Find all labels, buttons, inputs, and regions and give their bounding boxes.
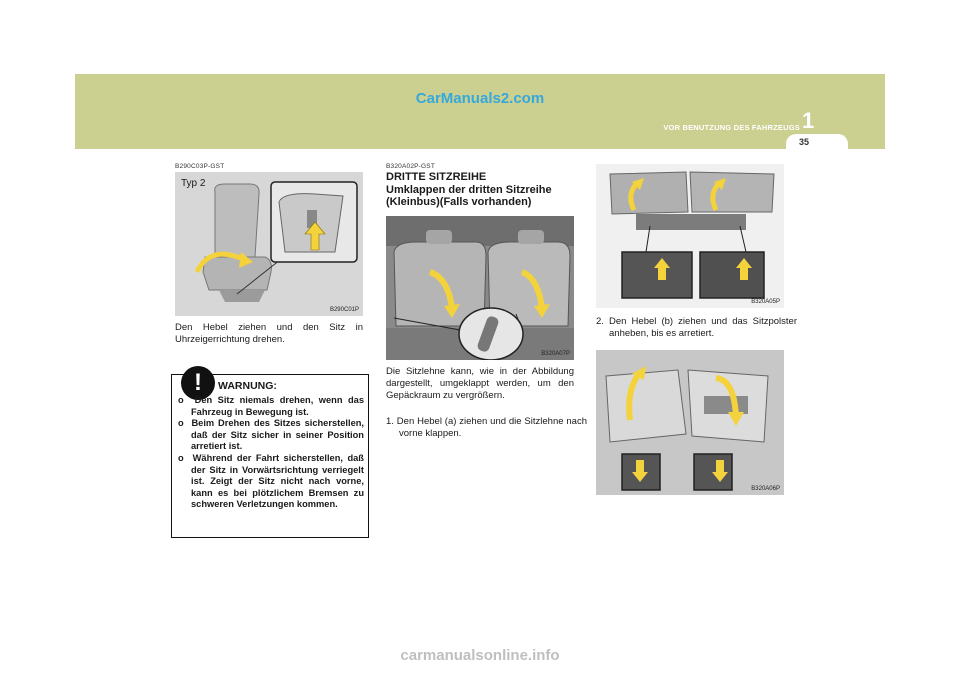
warning-item: o Beim Drehen des Sitzes sicherstellen, daß der Sitz sicher in seiner Position arretiert ist. — [178, 418, 364, 452]
heading-line: DRITTE SITZREIHE — [386, 171, 487, 183]
folded-seat-figure — [596, 350, 784, 495]
section-code: B290C03P-GST — [175, 163, 225, 170]
figure-label: Typ 2 — [181, 178, 206, 189]
chapter-number: 1 — [802, 108, 815, 133]
warning-item: o Den Sitz niemals drehen, wenn das Fahrzeug in Bewegung ist. — [178, 395, 364, 417]
warning-heading: WARNUNG: — [218, 380, 277, 392]
figure-code: B320A06P — [751, 486, 780, 492]
figure-code: B320A05P — [751, 299, 780, 305]
body-text: Den Hebel ziehen und den Sitz in Uhrzeigerrichtung drehen. — [175, 322, 363, 346]
warning-icon: ! — [181, 366, 215, 400]
seat-photo — [596, 164, 784, 308]
warning-list — [178, 395, 364, 511]
seat-photo — [596, 350, 784, 495]
third-row-seat-figure — [386, 216, 574, 360]
heading-line: Umklappen der dritten Sitzreihe (Kleinbus)(Falls vorhanden) — [386, 183, 552, 208]
site-link[interactable]: CarManuals2.com — [415, 90, 545, 107]
seat-photo — [386, 216, 574, 360]
step-2: 2. Den Hebel (b) ziehen und das Sitzpolster anheben, bis es arretiert. — [596, 316, 797, 340]
figure-code: B290C01P — [329, 307, 359, 313]
body-text: Die Sitzlehne kann, wie in der Abbildung dargestellt, umgeklappt werden, um den Gepäckraum zu vergrößern. — [386, 366, 574, 402]
seat-cushion-figure — [596, 164, 784, 308]
warning-item: o Während der Fahrt sicherstellen, daß der Sitz in Vorwärtsrichtung verriegelt ist. Zeigt der Sitz nicht nach vorne, kann es bei plötzlichem Bremsen zu schweren Verletzungen kommen. — [178, 452, 364, 510]
header-band — [75, 74, 885, 149]
watermark[interactable]: carmanualsonline.info — [400, 647, 560, 664]
section-title: VOR BENUTZUNG DES FAHRZEUGS — [663, 123, 800, 132]
section-code: B320A02P-GST — [386, 163, 436, 170]
step-1: 1. Den Hebel (a) ziehen und die Sitzlehne nach vorne klappen. — [386, 416, 587, 440]
seat-rotation-figure — [175, 172, 363, 316]
page-number: 35 — [798, 137, 809, 147]
section-heading — [386, 171, 576, 209]
figure-code: B320A07P — [541, 351, 570, 357]
seat-illustration — [175, 172, 363, 316]
